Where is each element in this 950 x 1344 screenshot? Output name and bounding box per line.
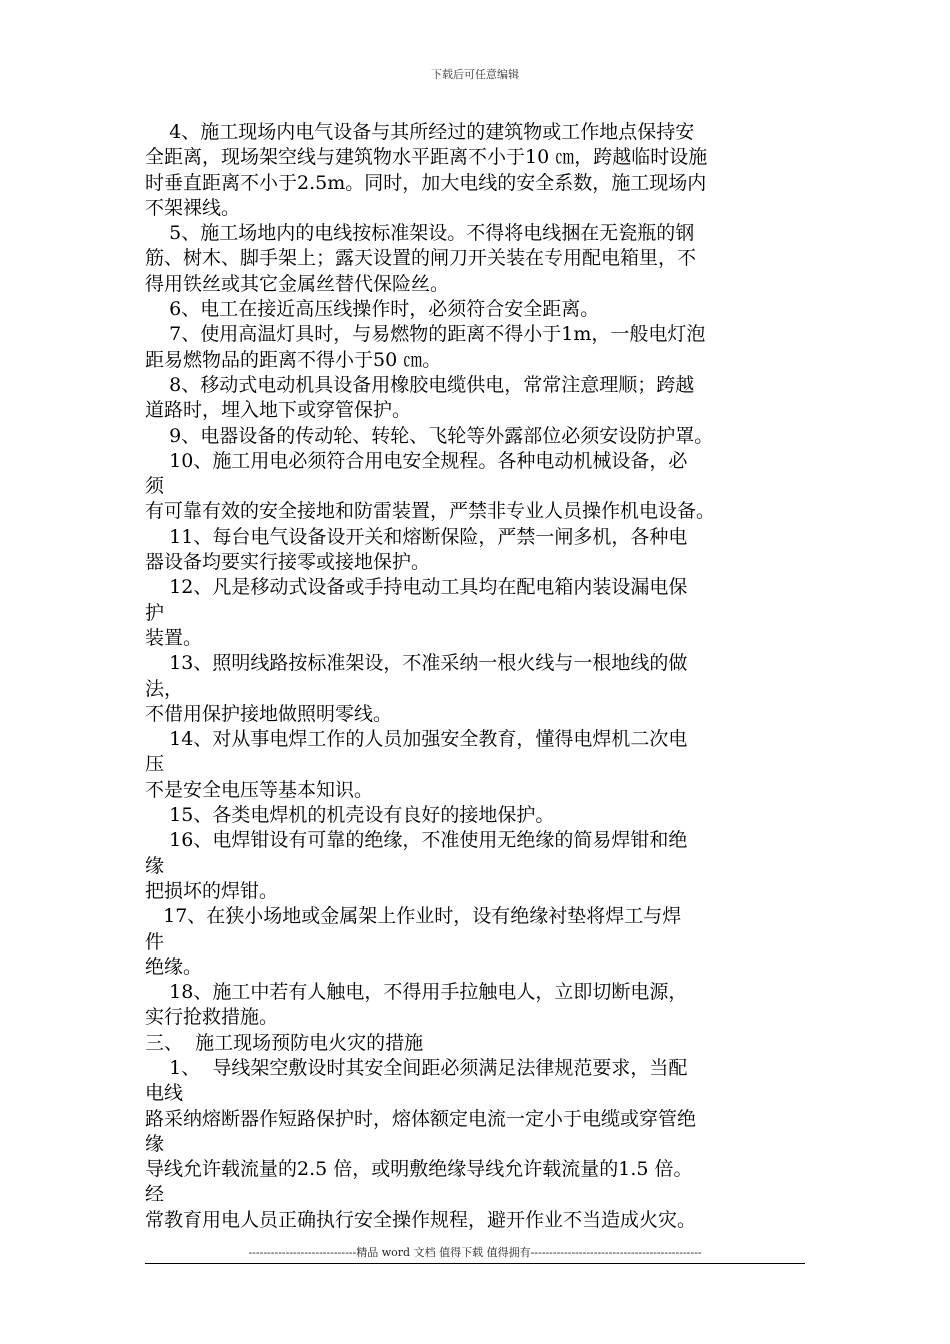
text-line: 16、电焊钳设有可靠的绝缘，不准使用无绝缘的简易焊钳和绝: [145, 829, 688, 852]
text-line: 压: [145, 753, 165, 776]
text-line: 绝缘。: [145, 955, 203, 978]
text-line: 件: [145, 930, 165, 953]
document-body: [145, 120, 825, 1233]
text-line: 法，: [145, 677, 184, 700]
text-line: 不架裸线。: [145, 196, 241, 219]
text-line: 17、在狭小场地或金属架上作业时，设有绝缘衬垫将焊工与焊: [145, 905, 682, 928]
footer-divider: [145, 1263, 805, 1264]
text-line: 导线允许载流量的2.5 倍，或明敷绝缘导线允许载流量的1.5 倍。: [145, 1158, 693, 1181]
text-line: 15、各类电焊机的机壳设有良好的接地保护。: [145, 804, 555, 827]
text-line: 18、施工中若有人触电，不得用手拉触电人，立即切断电源，: [145, 981, 688, 1004]
text-line: 缘: [145, 1132, 165, 1155]
text-line: 护: [145, 601, 165, 624]
text-line: 全距离，现场架空线与建筑物水平距离不小于10 ㎝，跨越临时设施: [145, 146, 708, 169]
text-line: 经: [145, 1183, 165, 1206]
text-line: 1、 导线架空敷设时其安全间距必须满足法律规范要求，当配: [145, 1056, 688, 1079]
text-line: 筋、树木、脚手架上；露天设置的闸刀开关装在专用配电箱里，不: [145, 247, 697, 270]
text-line: 道路时，埋入地下或穿管保护。: [145, 399, 412, 422]
text-line: 不是安全电压等基本知识。: [145, 778, 374, 801]
text-line: 12、凡是移动式设备或手持电动工具均在配电箱内装设漏电保: [145, 576, 688, 599]
text-line: 路采纳熔断器作短路保护时，熔体额定电流一定小于电缆或穿管绝: [145, 1107, 697, 1130]
text-line: 6、电工在接近高压线操作时，必须符合安全距离。: [145, 298, 600, 321]
text-line: 4、施工现场内电气设备与其所经过的建筑物或工作地点保持安: [145, 121, 695, 143]
text-line: 缘: [145, 854, 165, 877]
text-line: 把损坏的焊钳。: [145, 879, 279, 902]
text-line: 距易燃物品的距离不得小于50 ㎝。: [145, 348, 442, 371]
text-line: 9、电器设备的传动轮、转轮、飞轮等外露部位必须安设防护罩。: [145, 424, 714, 447]
text-line: 10、施工用电必须符合用电安全规程。各种电动机械设备，必: [145, 449, 688, 472]
text-line: 7、使用高温灯具时，与易燃物的距离不得小于1m，一般电灯泡: [145, 323, 706, 346]
text-line: 器设备均要实行接零或接地保护。: [145, 551, 431, 574]
text-line: 8、移动式电动机具设备用橡胶电缆供电，常常注意理顺；跨越: [145, 373, 695, 396]
text-line: 14、对从事电焊工作的人员加强安全教育，懂得电焊机二次电: [145, 728, 688, 751]
text-line: 11、每台电气设备设开关和熔断保险，严禁一闸多机，各种电: [145, 525, 688, 548]
text-line: 电线: [145, 1082, 184, 1105]
page-header: 下载后可任意编辑: [431, 68, 519, 81]
text-line: 须: [145, 475, 165, 498]
text-line: 不借用保护接地做照明零线。: [145, 702, 393, 725]
text-line: 时垂直距离不小于2.5m。同时，加大电线的安全系数，施工现场内: [145, 171, 707, 194]
page-footer: -----------------------------精品 word 文档 值得下载 值得拥有----------------------------------------------: [248, 1246, 702, 1259]
text-line: 得用铁丝或其它金属丝替代保险丝。: [145, 272, 450, 295]
section-heading: 三、 施工现场预防电火灾的措施: [145, 1031, 424, 1054]
text-line: 有可靠有效的安全接地和防雷装置，严禁非专业人员操作机电设备。: [145, 500, 716, 523]
text-line: 实行抢救措施。: [145, 1006, 279, 1029]
text-line: 装置。: [145, 626, 203, 649]
text-line: 5、施工场地内的电线按标准架设。不得将电线捆在无瓷瓶的钢: [145, 222, 695, 245]
text-line: 常教育用电人员正确执行安全操作规程，避开作业不当造成火灾。: [145, 1208, 697, 1231]
text-line: 13、照明线路按标准架设，不准采纳一根火线与一根地线的做: [145, 652, 688, 675]
